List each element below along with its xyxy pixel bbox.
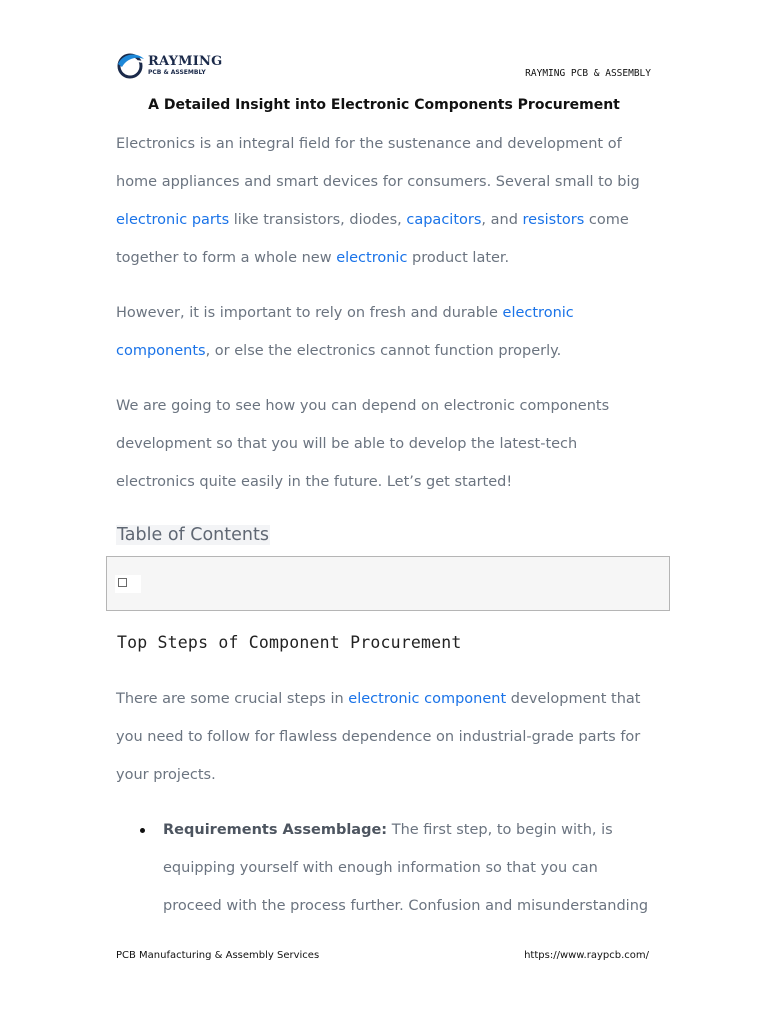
steps-paragraph xyxy=(116,680,656,794)
link-electronic-components[interactable]: electronic components xyxy=(116,305,574,359)
text-span: like transistors, diodes, xyxy=(229,212,407,228)
text-span: , and xyxy=(481,212,523,228)
link-electronic[interactable]: electronic xyxy=(336,250,408,266)
toc-toggle[interactable] xyxy=(115,575,141,593)
logo-name: RAYMING xyxy=(148,53,223,69)
rayming-logo xyxy=(115,50,222,80)
link-electronic-parts[interactable]: electronic parts xyxy=(116,212,230,228)
section-heading: Top Steps of Component Procurement xyxy=(117,633,462,652)
toc-checkbox-icon[interactable] xyxy=(118,578,127,587)
link-electronic-component[interactable]: electronic component xyxy=(348,691,507,707)
header-right-text: RAYMING PCB & ASSEMBLY xyxy=(525,68,651,79)
bullet-label: Requirements Assemblage: xyxy=(163,822,388,838)
footer-left-text: PCB Manufacturing & Assembly Services xyxy=(116,950,320,961)
document-title: A Detailed Insight into Electronic Components Procurement xyxy=(148,97,620,113)
text-span: , or else the electronics cannot function properly. xyxy=(205,343,562,359)
bullet-icon xyxy=(140,828,145,833)
text-span: However, it is important to rely on fresh and durable xyxy=(116,305,503,321)
text-span: Electronics is an integral field for the sustenance and development of home appliances and smart devices for consumers. Several small to big xyxy=(116,136,640,190)
text-span: product later. xyxy=(407,250,510,266)
footer-url-link[interactable]: https://www.raypcb.com/ xyxy=(524,950,649,961)
intro-paragraph-3: We are going to see how you can depend on electronic components development so that you will be able to develop the latest-tech electronics quite easily in the future. Let’s get started! xyxy=(116,398,610,490)
list-item xyxy=(163,811,656,925)
toc-title: Table of Contents xyxy=(117,525,269,545)
link-capacitors[interactable]: capacitors xyxy=(406,212,482,228)
intro-paragraph-2 xyxy=(116,294,656,370)
toc-box xyxy=(106,556,670,611)
link-resistors[interactable]: resistors xyxy=(522,212,585,228)
text-span: development that you need to follow for flawless dependence on industrial-grade parts for your projects. xyxy=(116,691,641,783)
intro-paragraph-1 xyxy=(116,125,656,277)
bullet-text: The first step, to begin with, is equipping yourself with enough information so that you can proceed with the process further. Confusion and misunderstanding xyxy=(163,822,649,914)
text-span: There are some crucial steps in xyxy=(116,691,349,707)
intro-section xyxy=(116,125,656,501)
text-span: come together to form a whole new xyxy=(116,212,629,266)
bullet-list xyxy=(116,811,656,925)
logo-subtitle: PCB & ASSEMBLY xyxy=(148,68,206,76)
steps-section xyxy=(116,680,656,794)
rayming-logo-icon xyxy=(115,50,145,80)
